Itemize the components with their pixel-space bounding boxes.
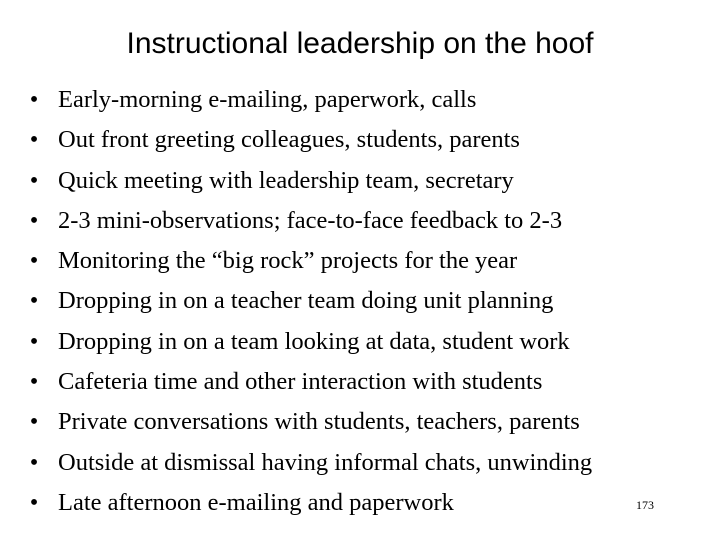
- list-item: [0, 483, 720, 523]
- bullet-text: Quick meeting with leadership team, secretary: [58, 166, 514, 194]
- bullet-icon: •: [29, 206, 39, 234]
- list-item: [0, 201, 720, 241]
- bullet-text: Late afternoon e-mailing and paperwork: [58, 488, 454, 516]
- list-item: [0, 161, 720, 201]
- bullet-text: Dropping in on a teacher team doing unit planning: [58, 287, 554, 315]
- bullet-list: [0, 80, 720, 523]
- list-item: [0, 120, 720, 160]
- bullet-text: Cafeteria time and other interaction with students: [58, 368, 543, 396]
- bullet-text: Monitoring the “big rock” projects for the year: [58, 247, 518, 275]
- bullet-text: Out front greeting colleagues, students, parents: [58, 126, 520, 154]
- bullet-text: Outside at dismissal having informal chats, unwinding: [58, 448, 593, 476]
- list-item: [0, 241, 720, 281]
- bullet-icon: •: [29, 408, 39, 436]
- bullet-icon: •: [29, 166, 39, 194]
- bullet-icon: •: [29, 327, 39, 355]
- list-item: [0, 322, 720, 362]
- bullet-text: Dropping in on a team looking at data, student work: [58, 327, 570, 355]
- bullet-icon: •: [29, 126, 39, 154]
- list-item: [0, 402, 720, 442]
- page-number: 173: [636, 498, 654, 512]
- bullet-text: Early-morning e-mailing, paperwork, calls: [58, 86, 477, 113]
- list-item: [0, 443, 720, 483]
- bullet-icon: •: [29, 368, 39, 396]
- bullet-icon: •: [29, 247, 39, 275]
- list-item: [0, 281, 720, 321]
- bullet-text: Private conversations with students, teachers, parents: [58, 408, 580, 436]
- bullet-icon: •: [29, 448, 39, 476]
- list-item: [0, 362, 720, 402]
- slide-title: Instructional leadership on the hoof: [126, 27, 594, 60]
- list-item: [0, 80, 720, 120]
- bullet-icon: •: [29, 488, 39, 516]
- bullet-icon: •: [29, 287, 39, 315]
- bullet-text: 2-3 mini-observations; face-to-face feedback to 2-3: [58, 206, 563, 234]
- bullet-icon: •: [29, 86, 39, 113]
